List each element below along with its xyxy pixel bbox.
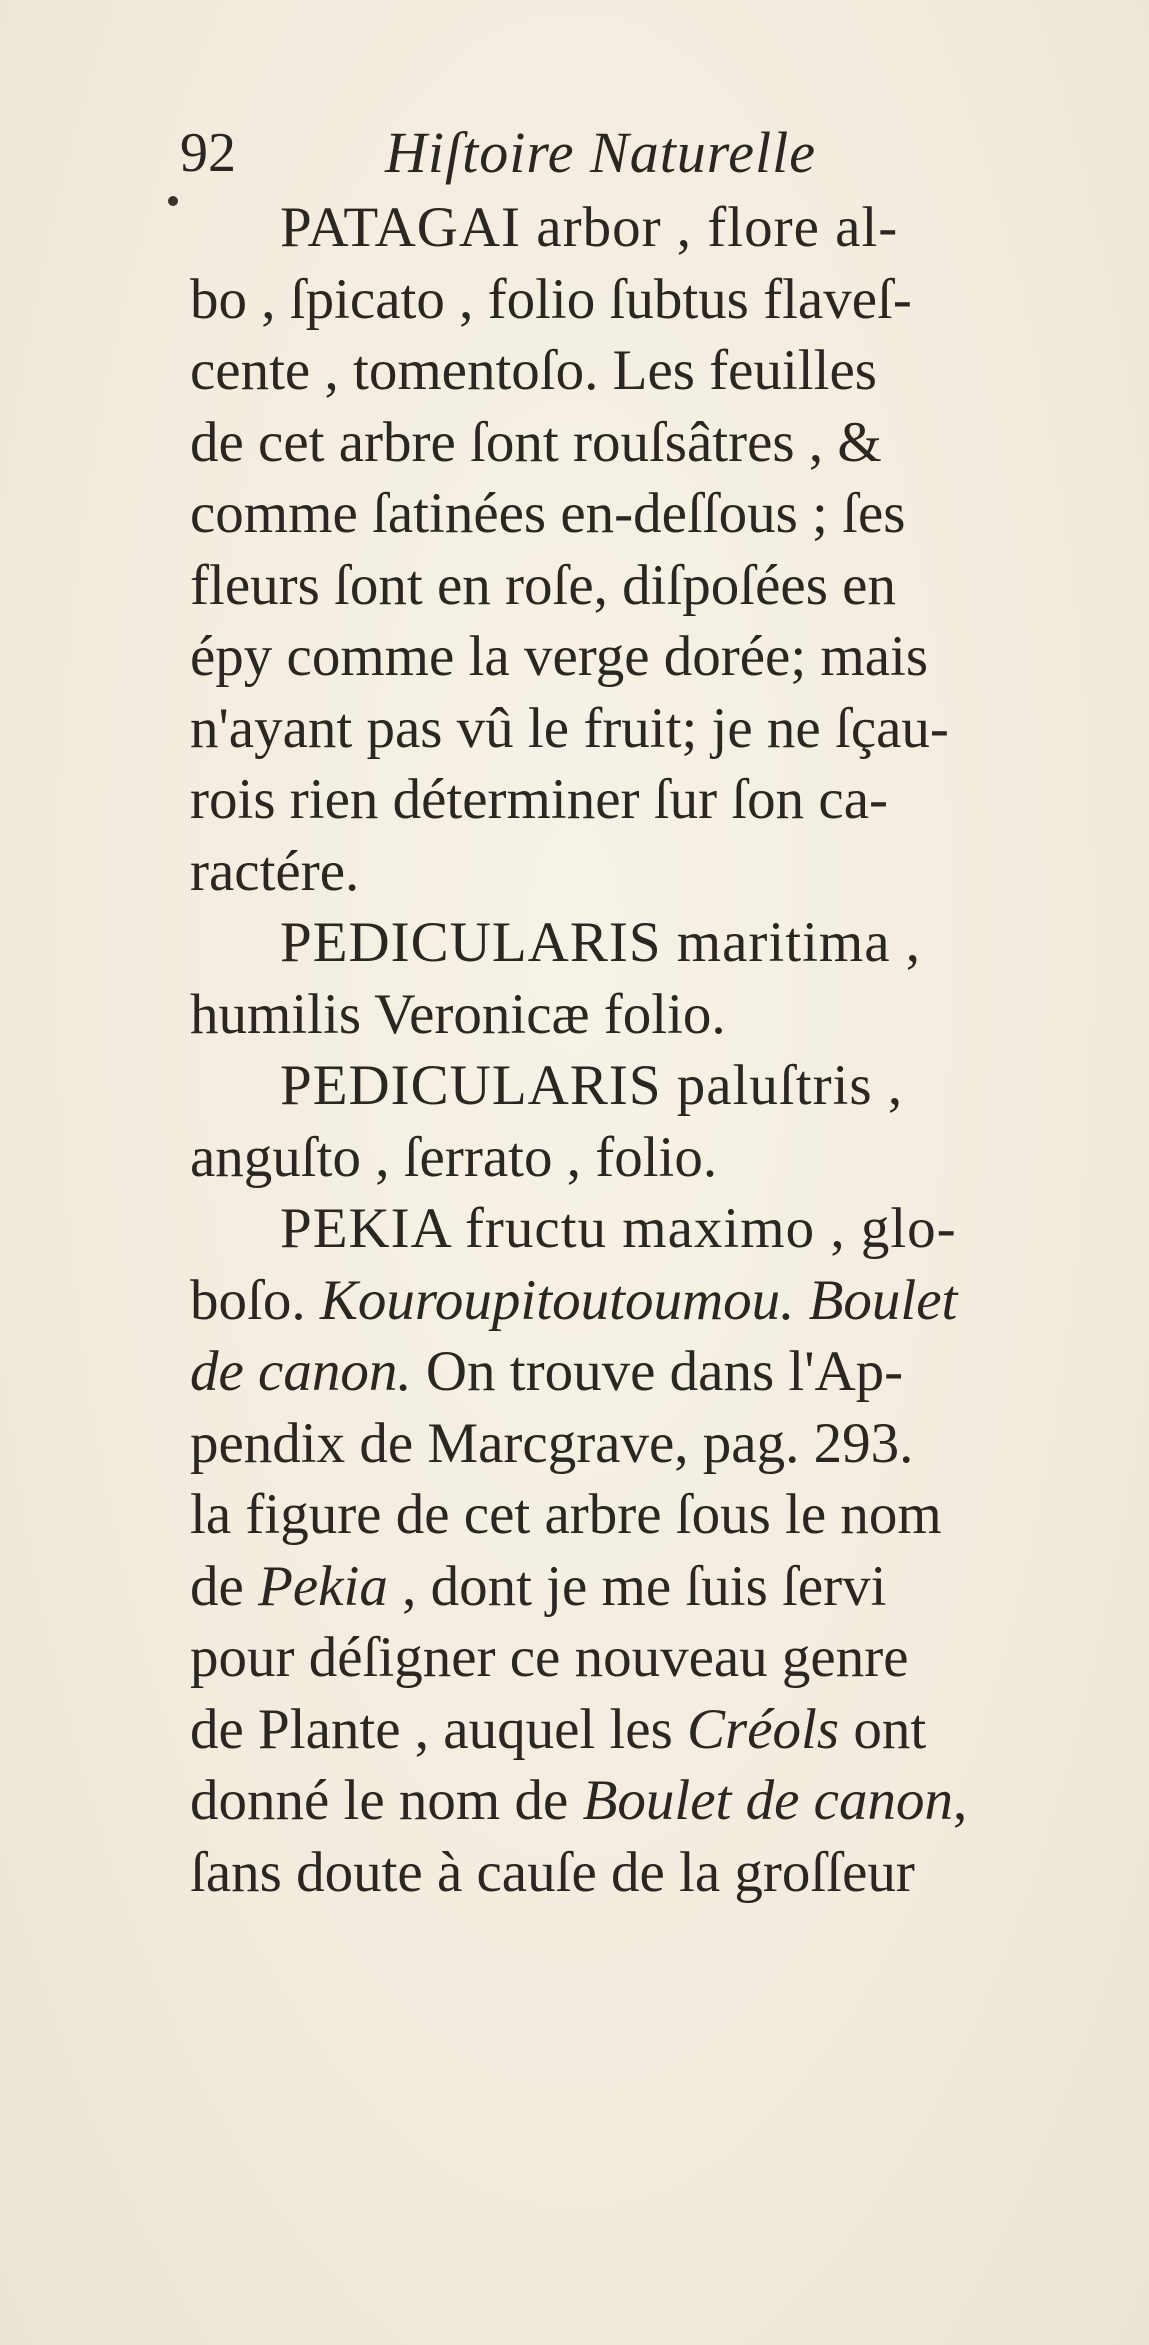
text-line: pour déſigner ce nouveau genre [190, 1626, 909, 1689]
text-line: ſans doute à cauſe de la groſſeur [190, 1840, 915, 1904]
text-line: PEDICULARIS paluſtris , [280, 1054, 904, 1117]
page-header [180, 118, 1080, 188]
text-line: fleurs ſont en roſe, diſpoſées en [190, 553, 896, 617]
text-line: anguſto , ſerrato , folio. [190, 1125, 718, 1189]
text-line: épy comme la verge dorée; mais [190, 625, 929, 688]
text-line: n'ayant pas vû le fruit; je ne ſçau- [190, 696, 949, 760]
text-line: rois rien déterminer ſur ſon ca- [190, 768, 888, 831]
text-line: la figure de cet arbre ſous le nom [190, 1483, 942, 1546]
text-line: donné le nom de Boulet de canon, [190, 1769, 968, 1832]
text-line: bo , ſpicato , folio ſubtus flaveſ- [190, 267, 912, 331]
text-line: cente , tomentoſo. Les feuilles [190, 339, 877, 402]
text-line: PEKIA fructu maximo , glo- [280, 1197, 957, 1260]
text-line: boſo. Kouroupitoutoumou. Boulet [190, 1268, 958, 1332]
text-line: pendix de Marcgrave, pag. 293. [190, 1411, 914, 1475]
text-line: humilis Veronicæ folio. [190, 982, 726, 1046]
text-line: de Pekia , dont je me ſuis ſervi [190, 1554, 887, 1618]
text-line: de canon. On trouve dans l'Ap- [190, 1340, 904, 1403]
text-line: PEDICULARIS maritima , [280, 911, 922, 974]
page-number: 92 [180, 122, 236, 184]
text-line: comme ſatinées en-deſſous ; ſes [190, 482, 906, 545]
text-line: de cet arbre ſont rouſsâtres , & [190, 410, 882, 474]
ink-mark [168, 196, 178, 206]
running-title: Hiſtoire Naturelle [385, 120, 816, 185]
body-text [190, 192, 1149, 1908]
text-line: ractére. [190, 839, 360, 903]
text-line: PATAGAI arbor , flore al- [280, 196, 899, 259]
text-line: de Plante , auquel les Créols ont [190, 1697, 927, 1761]
